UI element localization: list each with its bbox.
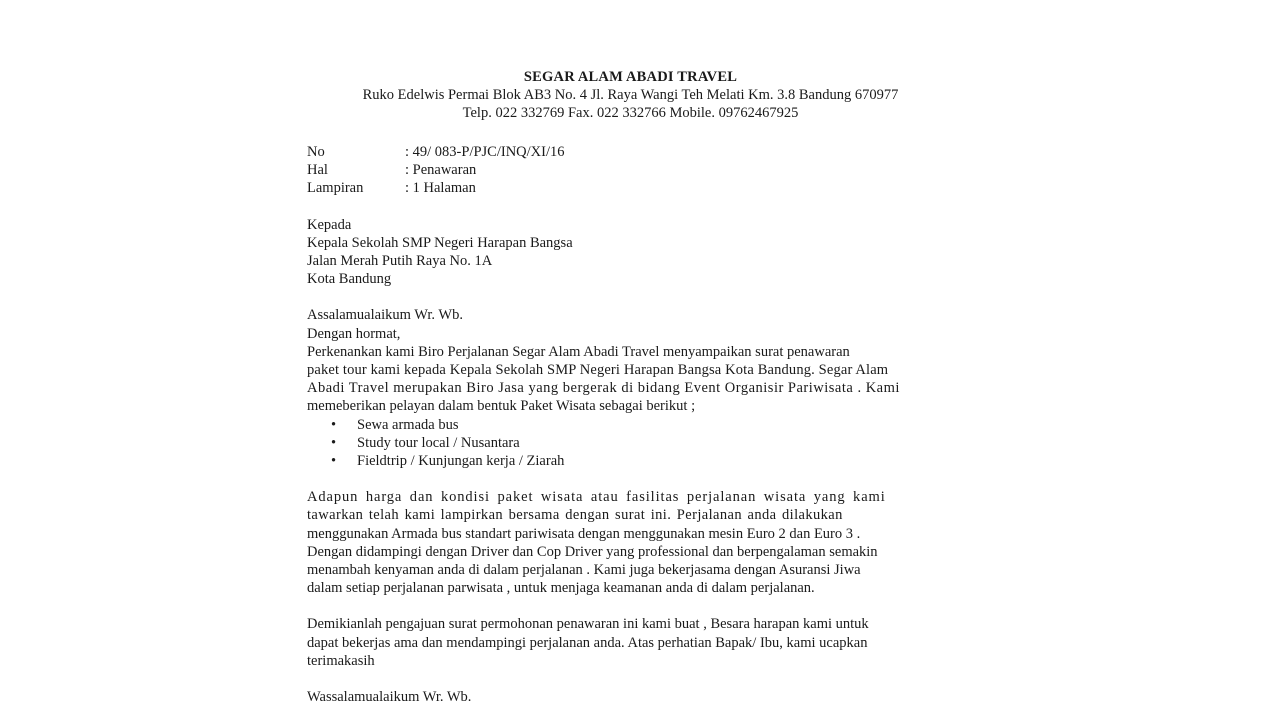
meta-row-subject — [307, 161, 967, 179]
letterhead — [0, 68, 1265, 122]
recipient-line: Jalan Merah Putih Raya No. 1A — [307, 253, 493, 270]
meta-label: Hal — [307, 162, 328, 179]
bullet-icon: • — [331, 434, 337, 451]
paragraph-line: menggunakan Armada bus standart pariwisata dengan menggunakan mesin Euro 2 dan Euro 3 . — [307, 525, 861, 542]
services-list — [307, 416, 967, 471]
paragraph-line: dapat bekerjas ama dan mendampingi perjalanan anda. Atas perhatian Bapak/ Ibu, kami ucapkan — [307, 634, 868, 651]
company-address: Ruko Edelwis Permai Blok AB3 No. 4 Jl. Raya Wangi Teh Melati Km. 3.8 Bandung 670977 — [362, 87, 899, 103]
letter-body — [307, 143, 967, 706]
meta-label: No — [307, 144, 325, 160]
salutation — [307, 306, 967, 342]
meta-value: : Penawaran — [405, 162, 477, 179]
bullet-icon: • — [331, 453, 337, 470]
paragraph-line: Demikianlah pengajuan surat permohonan penawaran ini kami buat , Besara harapan kami untuk — [307, 616, 869, 633]
recipient-line: Kepala Sekolah SMP Negeri Harapan Bangsa — [307, 234, 573, 251]
recipient-line: Kepada — [307, 216, 352, 233]
list-item — [307, 452, 967, 470]
intro-paragraph — [307, 343, 957, 416]
meta-row-attachment — [307, 179, 967, 197]
paragraph-line: tawarkan telah kami lampirkan bersama dengan surat ini. Perjalanan anda dilakukan — [307, 507, 843, 524]
company-name: SEGAR ALAM ABADI TRAVEL — [523, 69, 738, 85]
intro-line: memeberikan pelayan dalam bentuk Paket Wisata sebagai berikut ; — [307, 398, 696, 415]
letter-meta — [307, 143, 967, 198]
pricing-paragraph — [307, 488, 957, 597]
paragraph-line: Dengan didampingi dengan Driver dan Cop Driver yang professional dan berpengalaman semakin — [307, 543, 878, 560]
service-label: Sewa armada bus — [357, 416, 459, 433]
intro-line: Abadi Travel merupakan Biro Jasa yang bergerak di bidang Event Organisir Pariwisata . Kami — [307, 380, 900, 397]
paragraph-line: terimakasih — [307, 652, 375, 669]
closing-paragraph — [307, 615, 957, 670]
meta-value: : 1 Halaman — [405, 180, 476, 197]
service-label: Fieldtrip / Kunjungan kerja / Ziarah — [357, 453, 565, 470]
list-item — [307, 416, 967, 434]
company-contact: Telp. 022 332769 Fax. 022 332766 Mobile. 09762467925 — [462, 105, 799, 121]
meta-value: : 49/ 083-P/PJC/INQ/XI/16 — [405, 144, 565, 160]
opening: Dengan hormat, — [307, 325, 401, 342]
greeting: Assalamualaikum Wr. Wb. — [307, 307, 463, 324]
intro-line: paket tour kami kepada Kepala Sekolah SMP Negeri Harapan Bangsa Kota Bandung. Segar Alam — [307, 362, 889, 379]
paragraph-line: menambah kenyaman anda di dalam perjalanan . Kami juga bekerjasama dengan Asuransi Jiwa — [307, 562, 861, 579]
recipient-block — [307, 216, 967, 289]
intro-line: Perkenankan kami Biro Perjalanan Segar Alam Abadi Travel menyampaikan surat penawaran — [307, 343, 850, 360]
paragraph-line: dalam setiap perjalanan parwisata , untuk menjaga keamanan anda di dalam perjalanan. — [307, 580, 815, 597]
list-item — [307, 434, 967, 452]
service-label: Study tour local / Nusantara — [357, 434, 520, 451]
bullet-icon: • — [331, 416, 337, 433]
recipient-line: Kota Bandung — [307, 271, 392, 288]
meta-label: Lampiran — [307, 180, 364, 197]
paragraph-line: Adapun harga dan kondisi paket wisata atau fasilitas perjalanan wisata yang kami — [307, 489, 886, 506]
closing-greeting: Wassalamualaikum Wr. Wb. — [307, 689, 472, 706]
meta-row-number — [307, 143, 967, 161]
